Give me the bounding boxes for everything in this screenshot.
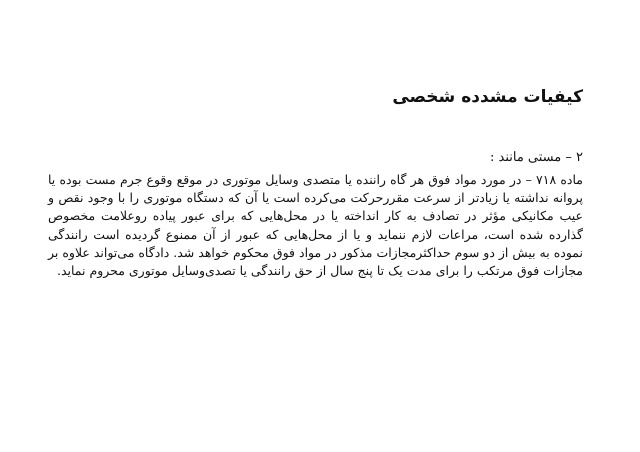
article-body: ماده ۷۱۸ – در مورد مواد فوق هر گاه راننده یا متصدی وسایل موتوری در موقع وقوع جرم مست بوده یا پروانه نداشته یا زیادتر از سرعت مقررحرکت می‌کرده است یا آن که دستگاه موتوری را با وجود نقص و عیب مکانیکی مؤثر در تصادف به کار انداخته یا در محل‌هایی که برای عبور پیاده روعلامت مخصوص گذارده شده است، مراعات لازم ننماید و یا از محل‌هایی که عبور از آن ممنوع گردیده است رانندگی نموده به بیش از دو سوم حداکثرمجازات مذکور در مواد فوق محکوم خواهد شد. دادگاه می‌تواند علاوه بر مجازات فوق مرتکب را برای مدت یک تا پنج سال از حق رانندگی یا تصدی‌وسایل موتوری محروم نماید. bbox=[48, 172, 583, 279]
section-subheading: ۲ – مستی مانند : bbox=[489, 150, 583, 165]
slide-title: کیفیات مشدده شخصی bbox=[392, 87, 583, 107]
